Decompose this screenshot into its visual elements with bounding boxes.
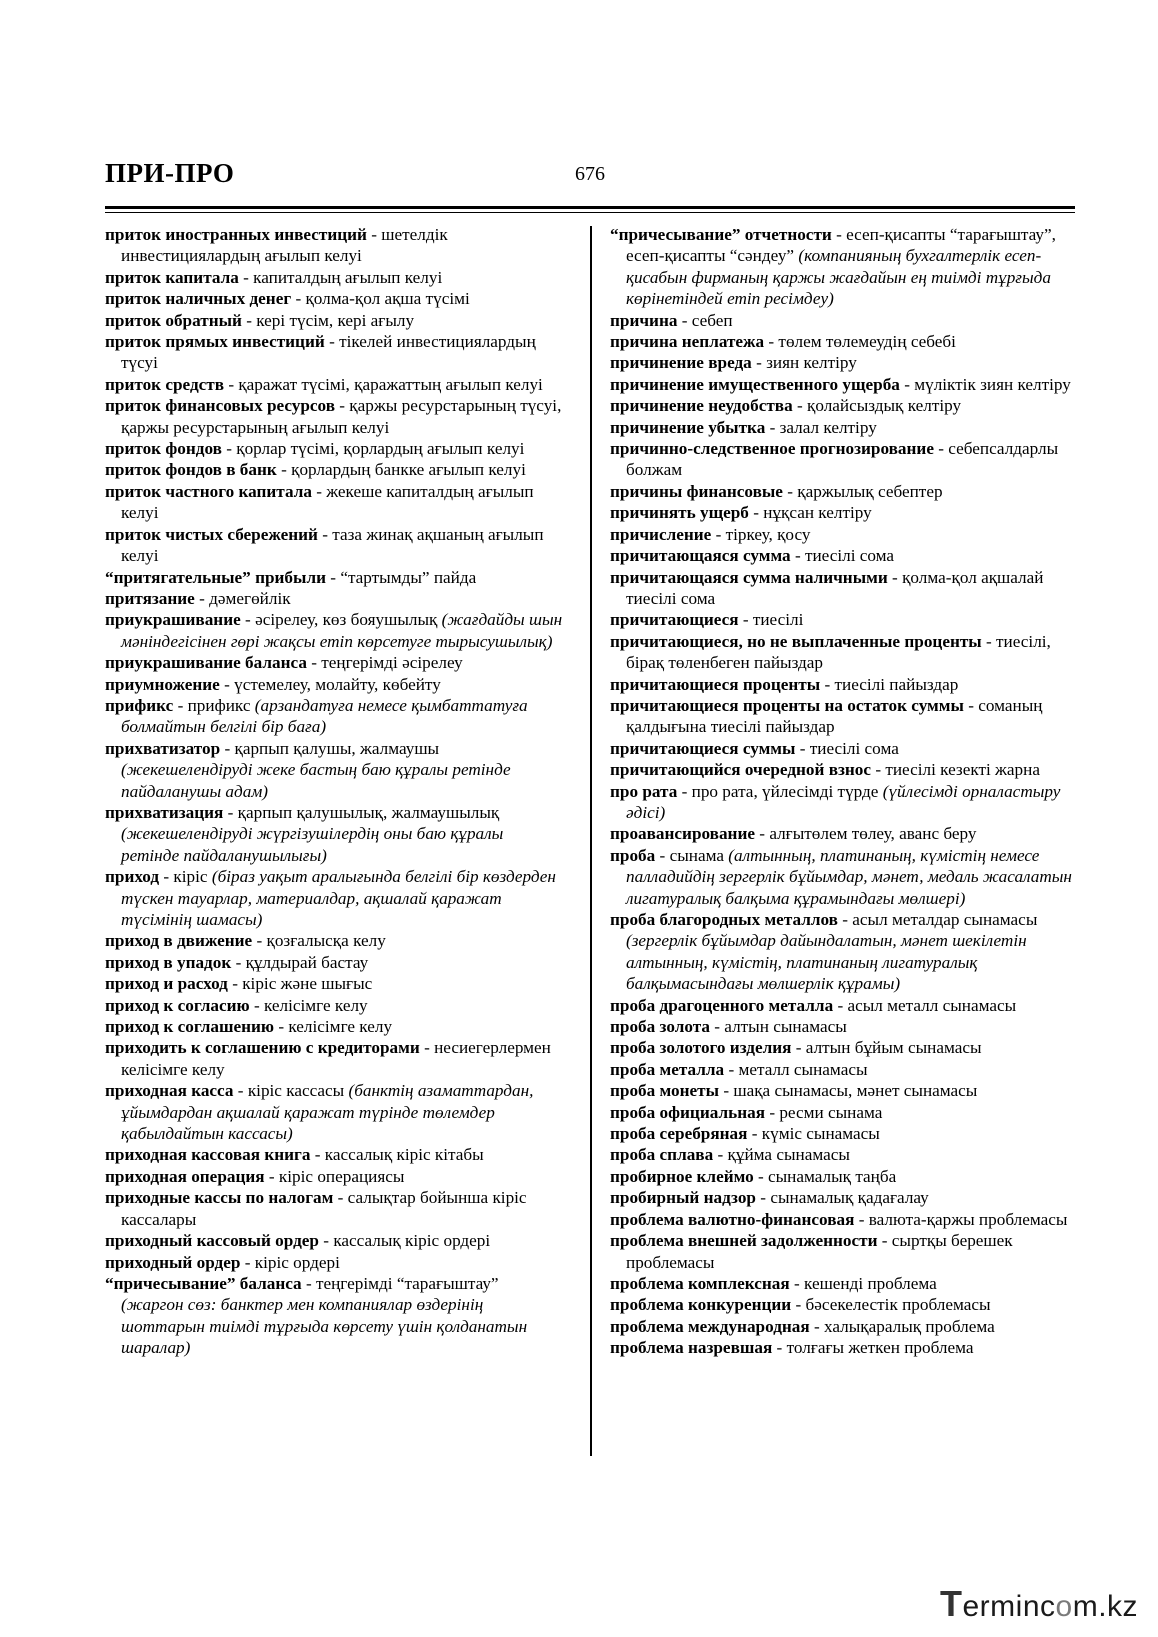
entry-definition: - сынамалық таңба [753, 1166, 897, 1186]
entry-definition: - мүліктік зиян келтіру [899, 374, 1071, 394]
entry-note: (компанияның бухгалтерлік есеп-қисабын фирманың қаржы жағдайын ең тиімді тұрғыда көрінетіндей етіп ресімдеу) [626, 246, 1051, 309]
dictionary-entry [610, 695, 1080, 738]
entry-term: причина [610, 310, 678, 330]
entry-term: причинение убытка [610, 417, 766, 437]
dictionary-entry [105, 1144, 565, 1165]
entry-term: приходные кассы по налогам [105, 1188, 334, 1208]
entry-term: причитающиеся проценты [610, 674, 821, 694]
entry-term: прихватизатор [105, 738, 221, 758]
entry-definition: - дәмегөйлік [194, 588, 291, 608]
dictionary-entry [105, 802, 565, 866]
entry-definition: - жекеше капиталдың ағылып келуі [121, 481, 534, 523]
entry-definition: - қаржы ресурстарының түсуі, қаржы ресурстарының ағылып келуі [121, 396, 562, 437]
entry-term: проавансирование [610, 824, 755, 844]
dictionary-entry [610, 738, 1080, 759]
entry-definition: - қарпып қалушы, жалмаушы [220, 738, 440, 758]
entry-term: причитающиеся суммы [610, 738, 796, 758]
entry-definition: - төлем төлемеудің себебі [764, 332, 956, 352]
entry-term: про рата [610, 781, 678, 801]
entry-term: приходный кассовый ордер [105, 1231, 319, 1251]
entry-definition: - құлдырай бастау [231, 952, 369, 972]
dictionary-entry [610, 481, 1080, 502]
entry-definition: - қорлардың банкке ағылып келуі [276, 460, 526, 480]
entry-term: приток обратный [105, 310, 242, 330]
entry-definition: - келісімге келу [249, 995, 368, 1015]
entry-definition: - шақа сынамасы, мәнет сынамасы [719, 1081, 978, 1101]
entry-definition: - алтын сынамасы [709, 1017, 847, 1037]
entry-definition: - халықаралық проблема [809, 1316, 995, 1336]
entry-term: приток фондов в банк [105, 460, 277, 480]
entry-definition: - алтын бұйым сынамасы [791, 1038, 982, 1058]
entry-definition: - күміс сынамасы [747, 1124, 880, 1144]
dictionary-entry [610, 1080, 1080, 1101]
entry-term: приумножение [105, 674, 220, 694]
entry-note: (жаргон сөз: банктер мен компаниялар өздерінің шоттарын тиімді тұрғыда көрсету үшін қолданатын шаралар) [121, 1295, 528, 1358]
entry-definition: - тиесілі, бірақ төленбеген пайыздар [626, 631, 1051, 673]
dictionary-entry [610, 609, 1080, 630]
entry-definition: - кіріс және шығыс [227, 974, 373, 994]
entry-term: проблема внешней задолженности [610, 1231, 878, 1251]
entry-definition: - әсірелеу, көз бояушылық [240, 610, 442, 630]
entry-term: проба благородных металлов [610, 910, 838, 929]
entry-definition: - теңгерімді әсірелеу [306, 653, 463, 673]
entry-definition: - тиесілі сома [790, 546, 895, 566]
entry-term: причитающиеся, но не выплаченные проценты [610, 631, 982, 651]
entry-definition: - соманың қалдығына тиесілі пайыздар [626, 695, 1043, 737]
dictionary-entry [610, 1230, 1080, 1273]
entry-term: проба монеты [610, 1081, 720, 1101]
entry-term: приходить к соглашению с кредиторами [105, 1038, 420, 1058]
entry-definition: - таза жинақ ақшаның ағылып келуі [121, 524, 544, 566]
entry-term: проблема комплексная [610, 1273, 790, 1293]
entry-term: приходный ордер [105, 1252, 241, 1272]
entry-term: причитающийся очередной взнос [610, 760, 872, 780]
entry-definition: - сыртқы берешек проблемасы [626, 1231, 1013, 1272]
dictionary-entry [610, 1144, 1080, 1165]
dictionary-entry [105, 481, 565, 524]
dictionary-entry [610, 1187, 1080, 1208]
dictionary-entry [105, 930, 565, 951]
entry-term: приходная кассовая книга [105, 1145, 311, 1165]
entry-term: проба [610, 845, 656, 865]
entry-term: проба металла [610, 1059, 725, 1079]
dictionary-entry [105, 1037, 565, 1080]
entry-definition: - тиесілі сома [795, 738, 899, 758]
dictionary-entry [105, 310, 565, 331]
dictionary-entry [105, 1273, 565, 1359]
entry-term: пробирный надзор [610, 1188, 756, 1208]
dictionary-entry [105, 952, 565, 973]
entry-term: приток фондов [105, 439, 222, 459]
dictionary-entry [610, 1016, 1080, 1037]
entry-definition: - қозғалысқа келу [252, 931, 386, 951]
dictionary-entry [610, 1123, 1080, 1144]
entry-term: приток иностранных инвестиций [105, 225, 367, 244]
entry-definition: - теңгерімді “тарағыштау” [301, 1273, 499, 1293]
entry-note: (арзандатуға немесе қымбаттатуға болмайтын белгілі бір баға) [121, 695, 528, 737]
dictionary-entry [610, 1337, 1080, 1358]
entry-term: причинение имущественного ущерба [610, 374, 900, 394]
entry-definition: - кассалық кіріс ордері [319, 1231, 491, 1251]
dictionary-entry [610, 502, 1080, 523]
entry-definition: - алғытөлем төлеу, аванс беру [755, 824, 977, 844]
dictionary-entry [105, 1252, 565, 1273]
entry-note: (банктің азаматтардан, ұйымдардан ақшалай қаражат түрінде төлемдер қабылдайтын кассасы) [121, 1081, 534, 1144]
entry-term: проба сплава [610, 1145, 714, 1165]
dictionary-entry [105, 973, 565, 994]
dictionary-entry [105, 524, 565, 567]
entry-definition: - қолма-қол ақшалай тиесілі сома [626, 567, 1044, 608]
entry-term: “притягательные” прибыли [105, 567, 326, 587]
entry-definition: - қарпып қалушылық, жалмаушылық [223, 802, 500, 822]
dictionary-entry [105, 374, 565, 395]
dictionary-entry [105, 1230, 565, 1251]
entry-term: проба золота [610, 1017, 710, 1037]
entry-definition: - капиталдың ағылып келуі [238, 267, 443, 287]
dictionary-entry [610, 417, 1080, 438]
dictionary-entry [610, 1037, 1080, 1058]
entry-definition: - залал келтіру [765, 417, 877, 437]
entry-definition: - бәсекелестік проблемасы [791, 1295, 991, 1315]
page-header-title: ПРИ-ПРО [105, 158, 235, 188]
entry-note: (жағдайды шын мәніндегісінен гөрі жақсы етіп көрсетуге тырысушылық) [121, 610, 563, 651]
entry-note: (үйлесімді орналастыру әдісі) [626, 781, 1061, 822]
page-number: 676 [575, 163, 605, 185]
dictionary-entry [105, 438, 565, 459]
entry-definition: - тиесілі [738, 610, 804, 630]
dictionary-entry [105, 695, 565, 738]
entry-definition: - ресми сынама [765, 1102, 883, 1122]
entry-term: причитающаяся сумма наличными [610, 567, 888, 587]
entry-term: приход в упадок [105, 952, 232, 972]
dictionary-entry [105, 567, 565, 588]
dictionary-entry [610, 374, 1080, 395]
entry-term: приходная касса [105, 1081, 234, 1101]
dictionary-entry [610, 1294, 1080, 1315]
entry-term: притязание [105, 588, 195, 608]
entry-definition: - зиян келтіру [751, 353, 857, 373]
dictionary-entry [105, 288, 565, 309]
entry-term: причисление [610, 524, 712, 544]
entry-term: приход к соглашению [105, 1017, 275, 1037]
entry-term: “причесывание” отчетности [610, 225, 832, 244]
entry-term: проба золотого изделия [610, 1038, 792, 1058]
entry-definition: - тіркеу, қосу [711, 524, 811, 544]
dictionary-entry [105, 1016, 565, 1037]
entry-definition: - металл сынамасы [724, 1059, 868, 1079]
dictionary-entry [105, 995, 565, 1016]
entry-definition: - тиесілі кезекті жарна [871, 760, 1040, 780]
entry-term: проба серебряная [610, 1124, 748, 1144]
column-divider [590, 226, 592, 1456]
entry-term: проба официальная [610, 1102, 766, 1122]
entry-definition: - қаражат түсімі, қаражаттың ағылып келуі [224, 374, 543, 394]
dictionary-entry [610, 1316, 1080, 1337]
entry-note: (зергерлік бұйымдар дайындалатын, мәнет шекілетін алтынның, күмістің, платинаның лигатуралық балқымасындағы мөлшерлік құрамы) [626, 931, 1027, 994]
entry-definition: - прификс [173, 695, 255, 715]
entry-definition: - кіріс операциясы [264, 1166, 405, 1186]
entry-term: приход к согласию [105, 995, 250, 1015]
dictionary-entry [105, 395, 565, 438]
entry-definition: - толғағы жеткен проблема [772, 1338, 974, 1358]
entry-term: приход в движение [105, 931, 253, 951]
dictionary-entry [610, 631, 1080, 674]
entry-term: причитающаяся сумма [610, 546, 791, 566]
entry-term: причитающиеся [610, 610, 739, 630]
entry-term: приток капитала [105, 267, 239, 287]
dictionary-entry [105, 652, 565, 673]
header-rule-thin [105, 212, 1075, 213]
dictionary-entry [610, 567, 1080, 610]
dictionary-entry [105, 738, 565, 802]
entry-term: проблема валютно-финансовая [610, 1209, 855, 1229]
entry-definition: - кіріс ордері [240, 1252, 340, 1272]
entry-definition: - “тартымды” пайда [326, 567, 477, 587]
dictionary-entry [105, 1080, 565, 1144]
dictionary-entry [610, 1059, 1080, 1080]
dictionary-entry [610, 524, 1080, 545]
entry-definition: - валюта-қаржы проблемасы [854, 1209, 1068, 1229]
entry-term: приток чистых сбережений [105, 524, 318, 544]
entry-note: (жекешелендіруді жүргізушілердің оны баю құралы ретінде пайдаланушылығы) [121, 824, 504, 865]
entry-term: приходная операция [105, 1166, 265, 1186]
entry-definition: - қаржылық себептер [782, 481, 943, 501]
dictionary-entry [610, 352, 1080, 373]
entry-definition: - нұқсан келтіру [748, 503, 872, 523]
entry-definition: - кіріс кассасы [233, 1081, 349, 1101]
entry-definition: - асыл металл сынамасы [833, 995, 1017, 1015]
entry-definition: - қорлар түсімі, қорлардың ағылып келуі [221, 439, 525, 459]
dictionary-entry [610, 310, 1080, 331]
entry-term: причинять ущерб [610, 503, 749, 523]
entry-definition: - есеп-қисапты “тарағыштау”, есеп-қисапты “сәндеу” [626, 225, 1056, 266]
entry-term: приукрашивание баланса [105, 653, 307, 673]
entry-definition: - үстемелеу, молайту, көбейту [219, 674, 441, 694]
entry-definition: - салықтар бойынша кіріс кассалары [121, 1188, 527, 1229]
dictionary-entry [105, 1166, 565, 1187]
dictionary-entry [105, 674, 565, 695]
entry-definition: - шетелдік инвестициялардың ағылып келуі [121, 225, 448, 266]
entry-definition: - келісімге келу [274, 1017, 393, 1037]
dictionary-entry [105, 609, 565, 652]
entry-definition: - сынамалық қадағалау [756, 1188, 929, 1208]
dictionary-entry [105, 866, 565, 930]
entry-term: приток средств [105, 374, 225, 394]
dictionary-entry [610, 545, 1080, 566]
entry-term: проблема назревшая [610, 1338, 773, 1358]
entry-term: причинение вреда [610, 353, 752, 373]
dictionary-entry [105, 331, 565, 374]
dictionary-entry [610, 995, 1080, 1016]
entry-definition: - тікелей инвестициялардың түсуі [121, 332, 536, 373]
right-column [610, 224, 1080, 1359]
dictionary-entry [610, 438, 1080, 481]
entry-term: причитающиеся проценты на остаток суммы [610, 695, 964, 715]
entry-definition: - қолма-қол ақша түсімі [291, 289, 470, 309]
entry-term: проблема конкуренции [610, 1295, 792, 1315]
entry-definition: - құйма сынамасы [713, 1145, 850, 1165]
entry-definition: - кіріс [159, 867, 212, 887]
dictionary-entry [610, 1273, 1080, 1294]
termincom-logo: Termincom.kz [940, 1583, 1139, 1624]
entry-term: приток финансовых ресурсов [105, 396, 335, 416]
dictionary-entry [610, 845, 1080, 909]
entry-term: прификс [105, 695, 174, 715]
entry-definition: - несиегерлермен келісімге келу [121, 1038, 551, 1079]
entry-term: причинение неудобства [610, 396, 793, 416]
entry-definition: - сынама [655, 845, 729, 865]
entry-definition: - про рата, үйлесімді түрде [677, 781, 883, 801]
dictionary-entry [610, 224, 1080, 310]
entry-definition: - себеп [677, 310, 733, 330]
dictionary-entry [610, 674, 1080, 695]
dictionary-entry [610, 909, 1080, 995]
dictionary-entry [610, 823, 1080, 844]
entry-definition: - асыл металдар сынамасы [837, 910, 1038, 929]
entry-term: приток наличных денег [105, 289, 292, 309]
left-column [105, 224, 565, 1359]
entry-definition: - кешенді проблема [789, 1273, 937, 1293]
dictionary-entry [105, 588, 565, 609]
dictionary-entry [610, 331, 1080, 352]
entry-term: причина неплатежа [610, 332, 765, 352]
entry-term: пробирное клеймо [610, 1166, 754, 1186]
entry-term: проблема международная [610, 1316, 810, 1336]
dictionary-entry [610, 395, 1080, 416]
entry-note: (біраз уақыт аралығында белгілі бір көздерден түскен тауарлар, материалдар, ақшалай қаражат түсімінің шамасы) [121, 867, 556, 929]
entry-note: (жекешелендіруді жеке бастың баю құралы ретінде пайдаланушы адам) [121, 760, 511, 801]
header-rule [105, 206, 1075, 209]
entry-term: причины финансовые [610, 481, 783, 501]
entry-note: (алтынның, платинаның, күмістің немесе палладийдің зергерлік бұйымдар, мәнет, медаль жасалатын лигатуралық балқыма құрамындағы мөлшері) [626, 845, 1072, 908]
entry-definition: - қолайсыздық келтіру [792, 396, 962, 416]
entry-definition: - кассалық кіріс кітабы [310, 1145, 484, 1165]
entry-term: “причесывание” баланса [105, 1273, 302, 1293]
dictionary-entry [105, 224, 565, 267]
dictionary-entry [610, 781, 1080, 824]
entry-term: приукрашивание [105, 610, 241, 630]
entry-definition: - тиесілі пайыздар [820, 674, 959, 694]
entry-definition: - себепсалдарлы болжам [626, 439, 1059, 480]
entry-term: приход [105, 867, 160, 887]
entry-term: причинно-следственное прогнозирование [610, 439, 934, 459]
dictionary-entry [105, 459, 565, 480]
dictionary-entry [610, 1209, 1080, 1230]
entry-term: приток частного капитала [105, 481, 312, 501]
dictionary-entry [105, 267, 565, 288]
dictionary-entry [610, 1102, 1080, 1123]
entry-definition: - кері түсім, кері ағылу [241, 310, 415, 330]
dictionary-entry [105, 1187, 565, 1230]
entry-term: прихватизация [105, 802, 224, 822]
dictionary-entry [610, 759, 1080, 780]
entry-term: проба драгоценного металла [610, 995, 834, 1015]
entry-term: приток прямых инвестиций [105, 332, 325, 352]
dictionary-entry [610, 1166, 1080, 1187]
entry-term: приход и расход [105, 974, 228, 994]
